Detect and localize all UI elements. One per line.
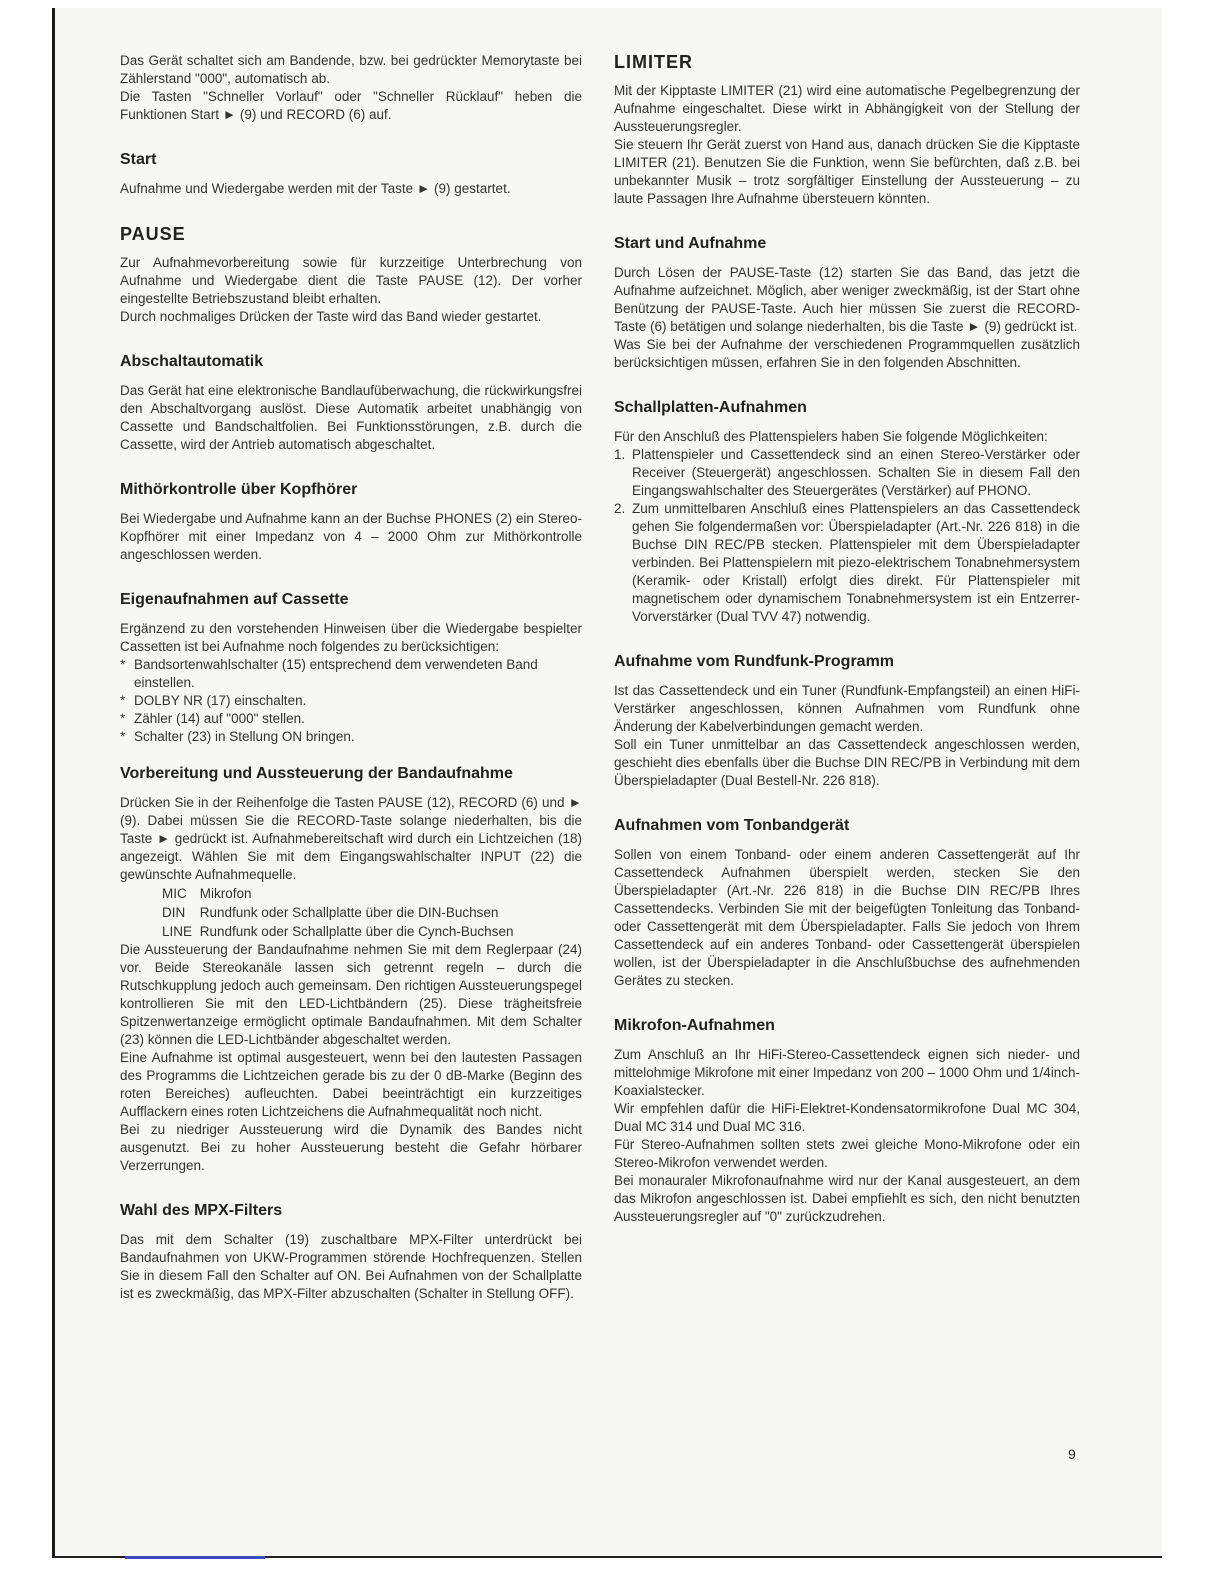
pause-paragraph-2: Durch nochmaliges Drücken der Taste wird das Band wieder gestartet.	[120, 309, 542, 324]
list-item-number: 2.	[614, 501, 626, 516]
input-source-item	[162, 903, 582, 922]
schallplatten-section	[614, 398, 1080, 626]
eigen-heading: Eigenaufnahmen auf Cassette	[120, 591, 349, 608]
mithoer-heading: Mithörkontrolle über Kopfhörer	[120, 481, 358, 498]
limiter-paragraph-1: Mit der Kipptaste LIMITER (21) wird eine automatische Pegelbegrenzung der Aufnahme eingeschaltet. Diese wirkt in Abhängigkeit von der Stellung der Aussteuerungsregler.	[614, 83, 1080, 134]
mikrofon-section	[614, 1016, 1080, 1226]
tonband-text: Sollen von einem Tonband- oder einem anderen Cassettengerät auf Ihr Cassettendeck Aufnahmen überspielt werden, stecken Sie den Überspieladapter (Art.-Nr. 226 818) in die Buchse DIN REC/PB Ihres Cassettendecks. Verbinden Sie mit der beigefügten Tonleitung das Tonband- oder Cassettengerät mit dem Überspieladapter. Falls Sie jedoch von Ihrem Cassettendeck auf ein anderes Tonband- oder Cassettengerät überspielen wollen, ist der Überspieladapter in die Anschlußbuchse des aufnehmenden Gerätes zu stecken.	[614, 847, 1080, 988]
right-column	[614, 52, 1080, 1226]
vorbereitung-paragraph-3: Eine Aufnahme ist optimal ausgesteuert, wenn bei den lautesten Passagen des Programms die Lichtzeichen gerade bis zu der 0 dB-Marke (Beginn des roten Bereiches) aufleuchten. Dabei beeinträchtigt ein kurzzeitiges Aufflackern eines roten Lichtzeichens die Aufnahmequalität noch nicht.	[120, 1050, 582, 1119]
mikrofon-paragraph-1: Zum Anschluß an Ihr HiFi-Stereo-Cassettendeck eignen sich nieder- und mittelohmige Mikrofone mit einer Impedanz von 200 – 1000 Ohm und 1/4inch-Koaxialstecker.	[614, 1047, 1081, 1098]
mikrofon-heading: Mikrofon-Aufnahmen	[614, 1017, 775, 1034]
mikrofon-paragraph-4: Bei monauraler Mikrofonaufnahme wird nur der Kanal ausgesteuert, an dem das Mikrofon angeschlossen ist. Dabei empfiehlt es sich, den nicht benutzten Aussteuerungsregler auf "0" zurückzudrehen.	[614, 1173, 1080, 1224]
rundfunk-paragraph-1: Ist das Cassettendeck und ein Tuner (Rundfunk-Empfangsteil) an einen HiFi-Verstärker angeschlossen, können Aufnahmen vom Rundfunk ohne Änderung der Kabelverbindungen gemacht werden.	[614, 683, 1080, 734]
list-item: * Bandsortenwahlschalter (15) entsprechend dem verwendeten Band einstellen.	[120, 656, 582, 692]
vorbereitung-paragraph-4: Bei zu niedriger Aussteuerung wird die Dynamik des Bandes nicht ausgenutzt. Bei zu hoher Aussteuerung besteht die Gefahr hörbarer Verzerrungen.	[120, 1122, 582, 1173]
input-source-desc: Rundfunk oder Schallplatte über die Cynch-Buchsen	[199, 924, 514, 939]
list-item: * DOLBY NR (17) einschalten.	[120, 692, 582, 710]
input-source-desc: Rundfunk oder Schallplatte über die DIN-Buchsen	[199, 905, 499, 920]
startauf-heading: Start und Aufnahme	[614, 235, 767, 252]
mpx-text: Das mit dem Schalter (19) zuschaltbare MPX-Filter unterdrückt bei Bandaufnahmen von UKW-Programmen störende Hochfrequenzen. Stellen Sie in diesem Fall den Schalter auf ON. Bei Aufnahmen von der Schallplatte ist es zweckmäßig, das MPX-Filter abzuschalten (Schalter in Stellung OFF).	[120, 1232, 582, 1301]
limiter-heading: LIMITER	[614, 52, 693, 72]
vorbereitung-paragraph-2: Die Aussteuerung der Bandaufnahme nehmen Sie mit dem Reglerpaar (24) vor. Beide Stereokanäle lassen sich getrennt regeln – durch die Rutschkupplung jedoch auch gemeinsam. Den richtigen Aussteuerungspegel kontrollieren Sie mit den LED-Lichtbändern (25). Diese trägheitsfreie Spitzenwertanzeige ermöglicht optimale Bandaufnahmen. Mit dem Schalter (23) können die LED-Lichtbänder abgeschaltet werden.	[120, 942, 582, 1047]
vorbereitung-paragraph-1: Drücken Sie in der Reihenfolge die Tasten PAUSE (12), RECORD (6) und ► (9). Dabei müssen Sie die RECORD-Taste solange niederhalten, bis die Taste ► gedrückt ist. Aufnahmebereitschaft wird durch ein Lichtzeichen (18) angezeigt. Wählen Sie mit dem Eingangswahlschalter INPUT (22) die gewünschte Aufnahmequelle.	[120, 795, 582, 882]
rundfunk-paragraph-2: Soll ein Tuner unmittelbar an das Cassettendeck angeschlossen werden, geschieht dies ebenfalls über die Buchse DIN REC/PB in Verbindung mit dem Überspieladapter (Dual Bestell-Nr. 226 818).	[614, 737, 1080, 788]
list-item-number: 1.	[614, 447, 626, 462]
start-heading: Start	[120, 151, 157, 168]
left-column	[120, 52, 582, 1303]
mpx-heading: Wahl des MPX-Filters	[120, 1202, 283, 1219]
abschalt-section	[120, 352, 582, 454]
pause-section	[120, 224, 582, 326]
startauf-section	[614, 234, 1080, 372]
limiter-paragraph-2: Sie steuern Ihr Gerät zuerst von Hand aus, danach drücken Sie die Kipptaste LIMITER (21). Benutzen Sie die Funktion, wenn Sie befürchten, daß z.B. bei unbekannter Musik – trotz sorgfältiger Einstellung der Aussteuerung – zu laute Passagen Ihre Aufnahme übersteuern könnten.	[614, 137, 1080, 206]
startauf-paragraph-2: Was Sie bei der Aufnahme der verschiedenen Programmquellen zusätzlich berücksichtigen müssen, erfahren Sie in den folgenden Abschnitten.	[614, 337, 1080, 370]
abschalt-text: Das Gerät hat eine elektronische Bandlaufüberwachung, die rückwirkungsfrei den Abschaltvorgang auslöst. Diese Automatik arbeitet unabhängig von Cassette und Bandschaltfolien. Bei Funktionsstörungen, z.B. durch die Cassette, wird der Antrieb automatisch abgeschaltet.	[120, 383, 582, 452]
input-source-key: LINE	[162, 924, 193, 939]
eigen-section	[120, 590, 582, 746]
start-text: Aufnahme und Wiedergabe werden mit der Taste ► (9) gestartet.	[120, 181, 511, 196]
intro-paragraph-2: Die Tasten "Schneller Vorlauf" oder "Schneller Rücklauf" heben die Funktionen Start ► (9) und RECORD (6) auf.	[120, 89, 582, 122]
rundfunk-section	[614, 652, 1080, 790]
mikrofon-paragraph-2: Wir empfehlen dafür die HiFi-Elektret-Kondensatormikrofone Dual MC 304, Dual MC 314 und Dual MC 316.	[614, 1101, 1080, 1134]
list-item-text: Plattenspieler und Cassettendeck sind an einen Stereo-Verstärker oder Receiver (Steuergerät) angeschlossen. Schalten Sie in diesem Fall den Eingangswahlschalter des Steuergerätes (Verstärker) auf PHONO.	[632, 447, 1080, 498]
schallplatten-heading: Schallplatten-Aufnahmen	[614, 399, 807, 416]
startauf-paragraph-1: Durch Lösen der PAUSE-Taste (12) starten Sie das Band, das jetzt die Aufnahme aufzeichnet. Möglich, aber weniger zweckmäßig, ist der Start ohne Benützung der PAUSE-Taste. Auch hier müssen Sie zuerst die RECORD-Taste (6) betätigen und solange niederhalten, bis die Taste ► (9) gedrückt ist.	[614, 265, 1080, 334]
input-source-list	[162, 884, 582, 941]
mithoer-text: Bei Wiedergabe und Aufnahme kann an der Buchse PHONES (2) ein Stereo-Kopfhörer mit einer Impedanz von 4 – 2000 Ohm zur Mithörkontrolle angeschlossen werden.	[120, 511, 582, 562]
list-item-text: Zum unmittelbaren Anschluß eines Plattenspielers an das Cassettendeck gehen Sie folgendermaßen vor: Überspieladapter (Art.-Nr. 226 818) in die Buchse DIN REC/PB stecken. Plattenspieler mit dem Überspieladapter verbinden. Bei Plattenspielern mit piezo-elektrischem Tonabnehmersystem (Keramik- oder Kristall) erfolgt dies direkt. Für Plattenspieler mit magnetischem oder dynamischem Tonabnehmersystem ist ein Entzerrer-Vorverstärker (Dual TVV 47) notwendig.	[632, 501, 1080, 624]
intro-section	[120, 52, 582, 124]
schallplatten-list	[614, 446, 1080, 626]
limiter-section	[614, 52, 1080, 208]
list-item	[614, 500, 1080, 626]
binding-edge	[52, 8, 55, 1556]
scan-mark	[125, 1556, 265, 1559]
mpx-section	[120, 1201, 582, 1303]
input-source-item	[162, 922, 582, 941]
page-number: 9	[1068, 1446, 1076, 1462]
start-section	[120, 150, 582, 198]
vorbereitung-heading: Vorbereitung und Aussteuerung der Bandaufnahme	[120, 765, 513, 782]
list-item	[614, 446, 1080, 500]
list-item: * Schalter (23) in Stellung ON bringen.	[120, 728, 582, 746]
input-source-key: MIC	[162, 886, 187, 901]
vorbereitung-section	[120, 764, 582, 1175]
pause-paragraph-1: Zur Aufnahmevorbereitung sowie für kurzzeitige Unterbrechung von Aufnahme und Wiedergabe dient die Taste PAUSE (12). Der vorher eingestellte Betriebszustand bleibt erhalten.	[120, 255, 582, 306]
mithoer-section	[120, 480, 582, 564]
mikrofon-paragraph-3: Für Stereo-Aufnahmen sollten stets zwei gleiche Mono-Mikrofone oder ein Stereo-Mikrofon verwendet werden.	[614, 1137, 1080, 1170]
pause-heading: PAUSE	[120, 224, 186, 244]
list-item: * Zähler (14) auf "000" stellen.	[120, 710, 582, 728]
input-source-item	[162, 884, 582, 903]
input-source-desc: Mikrofon	[199, 886, 252, 901]
eigen-text: Ergänzend zu den vorstehenden Hinweisen über die Wiedergabe bespielter Cassetten ist bei Aufnahme noch folgendes zu berücksichtigen:	[120, 621, 582, 654]
abschalt-heading: Abschaltautomatik	[120, 353, 264, 370]
tonband-heading: Aufnahmen vom Tonbandgerät	[614, 817, 850, 834]
intro-paragraph-1: Das Gerät schaltet sich am Bandende, bzw. bei gedrückter Memorytaste bei Zählerstand "000", automatisch ab.	[120, 53, 582, 86]
tonband-section	[614, 816, 1080, 990]
rundfunk-heading: Aufnahme vom Rundfunk-Programm	[614, 653, 895, 670]
schallplatten-text: Für den Anschluß des Plattenspielers haben Sie folgende Möglichkeiten:	[614, 429, 1048, 444]
input-source-key: DIN	[162, 905, 186, 920]
eigen-bullet-list	[120, 656, 582, 746]
